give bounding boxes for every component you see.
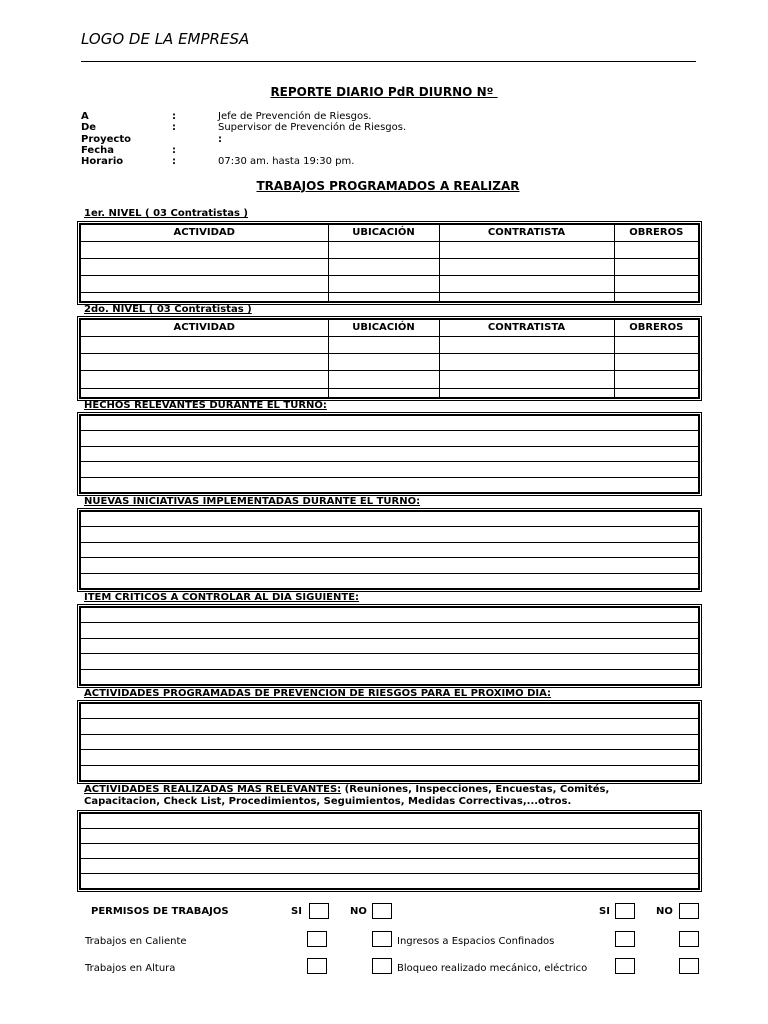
scheduled-prevention-box[interactable]: [79, 702, 700, 782]
write-line[interactable]: [81, 639, 698, 654]
table-cell[interactable]: [328, 388, 439, 397]
permit-lockout-si-checkbox[interactable]: [615, 958, 635, 974]
table-cell[interactable]: [439, 371, 614, 388]
header-colon-de: :: [172, 122, 176, 133]
level1-header-row: [81, 225, 698, 241]
column-header-contratista: CONTRATISTA: [439, 225, 614, 241]
table-cell[interactable]: [328, 353, 439, 370]
table-cell[interactable]: [439, 336, 614, 353]
si-checkbox-header-left[interactable]: [309, 903, 329, 919]
write-line[interactable]: [81, 623, 698, 638]
column-header-actividad: ACTIVIDAD: [81, 320, 328, 336]
permit-hot-work-si-checkbox[interactable]: [307, 931, 327, 947]
critical-items-label: ITEM CRITICOS A CONTROLAR AL DIA SIGUIENTE:: [84, 592, 360, 603]
table-cell[interactable]: [81, 336, 328, 353]
table-row: [81, 371, 698, 388]
table-cell[interactable]: [81, 241, 328, 258]
table-cell[interactable]: [328, 275, 439, 292]
permit-height-work-si-checkbox[interactable]: [307, 958, 327, 974]
column-header-actividad: ACTIVIDAD: [81, 225, 328, 241]
no-header-left: NO: [350, 906, 367, 917]
write-line[interactable]: [81, 478, 698, 492]
table-cell[interactable]: [81, 388, 328, 397]
write-line[interactable]: [81, 814, 698, 829]
write-line[interactable]: [81, 829, 698, 844]
table-cell[interactable]: [328, 292, 439, 301]
write-line[interactable]: [81, 462, 698, 477]
relevant-events-box[interactable]: [79, 414, 700, 494]
table-cell[interactable]: [328, 371, 439, 388]
write-line[interactable]: [81, 704, 698, 719]
new-initiatives-box[interactable]: [79, 510, 700, 590]
performed-activities-title: ACTIVIDADES REALIZADAS MAS RELEVANTES:: [84, 784, 342, 795]
table-row: [81, 258, 698, 275]
table-cell[interactable]: [439, 241, 614, 258]
header-label-a: A: [81, 111, 89, 122]
header-colon-fecha: :: [172, 145, 176, 156]
table-cell[interactable]: [614, 388, 698, 397]
relevant-events-label: HECHOS RELEVANTES DURANTE EL TURNO:: [84, 400, 327, 411]
table-cell[interactable]: [81, 292, 328, 301]
report-title: [0, 85, 768, 99]
column-header-obreros: OBREROS: [614, 225, 698, 241]
permit-confined-space-no-checkbox[interactable]: [679, 931, 699, 947]
column-header-ubicacion: UBICACIÓN: [328, 225, 439, 241]
permit-hot-work-no-checkbox[interactable]: [372, 931, 392, 947]
permit-height-work-label: Trabajos en Altura: [85, 963, 176, 974]
table-row: [81, 336, 698, 353]
level2-header-row: [81, 320, 698, 336]
table-row: [81, 292, 698, 301]
no-header-right: NO: [656, 906, 673, 917]
table-cell[interactable]: [614, 258, 698, 275]
write-line[interactable]: [81, 543, 698, 558]
write-line[interactable]: [81, 654, 698, 669]
table-cell[interactable]: [81, 353, 328, 370]
level1-table: [79, 223, 700, 303]
table-cell[interactable]: [439, 353, 614, 370]
write-line[interactable]: [81, 558, 698, 573]
header-value-de[interactable]: Supervisor de Prevención de Riesgos.: [218, 122, 407, 133]
table-cell[interactable]: [439, 258, 614, 275]
table-cell[interactable]: [439, 292, 614, 301]
header-label-fecha: Fecha: [81, 145, 115, 156]
table-row: [81, 275, 698, 292]
header-label-de: De: [81, 122, 97, 133]
header-label-proyecto: Proyecto: [81, 134, 132, 145]
write-line[interactable]: [81, 750, 698, 765]
level1-label: 1er. NIVEL ( 03 Contratistas ): [84, 208, 248, 219]
report-number-blank[interactable]: [493, 85, 497, 99]
table-cell[interactable]: [328, 241, 439, 258]
header-divider: [81, 61, 696, 62]
header-value-proyecto[interactable]: :: [218, 134, 222, 145]
performed-activities-detail-1: (Reuniones, Inspecciones, Encuestas, Comités,: [341, 784, 610, 795]
write-line[interactable]: [81, 447, 698, 462]
write-line[interactable]: [81, 527, 698, 542]
header-value-horario[interactable]: 07:30 am. hasta 19:30 pm.: [218, 156, 355, 167]
permit-confined-space-label: Ingresos a Espacios Confinados: [397, 936, 555, 947]
si-checkbox-header-right[interactable]: [615, 903, 635, 919]
write-line[interactable]: [81, 608, 698, 623]
new-initiatives-label: NUEVAS INICIATIVAS IMPLEMENTADAS DURANTE EL TURNO:: [84, 496, 421, 507]
table-cell[interactable]: [328, 258, 439, 275]
table-cell[interactable]: [439, 388, 614, 397]
performed-activities-detail-2: Capacitacion, Check List, Procedimientos, Seguimientos, Medidas Correctivas,...otros.: [84, 796, 572, 807]
header-label-horario: Horario: [81, 156, 124, 167]
permit-hot-work-label: Trabajos en Caliente: [85, 936, 187, 947]
write-line[interactable]: [81, 844, 698, 859]
write-line[interactable]: [81, 670, 698, 684]
no-checkbox-header-left[interactable]: [372, 903, 392, 919]
performed-activities-line1: [84, 784, 609, 796]
write-line[interactable]: [81, 719, 698, 734]
permit-confined-space-si-checkbox[interactable]: [615, 931, 635, 947]
column-header-obreros: OBREROS: [614, 320, 698, 336]
table-cell[interactable]: [328, 336, 439, 353]
table-cell[interactable]: [81, 371, 328, 388]
work-permits-title: PERMISOS DE TRABAJOS: [91, 906, 229, 917]
write-line[interactable]: [81, 416, 698, 431]
table-cell[interactable]: [614, 292, 698, 301]
critical-items-box[interactable]: [79, 606, 700, 686]
table-cell[interactable]: [81, 275, 328, 292]
header-value-a[interactable]: Jefe de Prevención de Riesgos.: [218, 111, 372, 122]
scheduled-prevention-label: ACTIVIDADES PROGRAMADAS DE PREVENCION DE RIESGOS PARA EL PROXIMO DIA:: [84, 688, 552, 699]
si-header-right: SI: [599, 906, 610, 917]
report-title-text: REPORTE DIARIO PdR DIURNO Nº: [270, 85, 494, 99]
company-logo-placeholder: LOGO DE LA EMPRESA: [81, 30, 250, 48]
table-cell[interactable]: [439, 275, 614, 292]
write-line[interactable]: [81, 431, 698, 446]
table-row: [81, 353, 698, 370]
write-line[interactable]: [81, 874, 698, 888]
table-cell[interactable]: [81, 258, 328, 275]
column-header-contratista: CONTRATISTA: [439, 320, 614, 336]
permit-lockout-no-checkbox[interactable]: [679, 958, 699, 974]
write-line[interactable]: [81, 859, 698, 874]
column-header-ubicacion: UBICACIÓN: [328, 320, 439, 336]
permit-lockout-label: Bloqueo realizado mecánico, eléctrico: [397, 963, 588, 974]
table-row: [81, 388, 698, 397]
table-cell[interactable]: [614, 336, 698, 353]
si-header-left: SI: [291, 906, 302, 917]
write-line[interactable]: [81, 735, 698, 750]
write-line[interactable]: [81, 574, 698, 588]
performed-activities-label: [84, 784, 609, 808]
scheduled-works-title: TRABAJOS PROGRAMADOS A REALIZAR: [256, 179, 520, 193]
permit-height-work-no-checkbox[interactable]: [372, 958, 392, 974]
no-checkbox-header-right[interactable]: [679, 903, 699, 919]
level2-table: [79, 318, 700, 399]
table-cell[interactable]: [614, 353, 698, 370]
table-cell[interactable]: [614, 241, 698, 258]
write-line[interactable]: [81, 512, 698, 527]
level2-label: 2do. NIVEL ( 03 Contratistas ): [84, 304, 252, 315]
header-colon-horario: :: [172, 156, 176, 167]
performed-activities-box[interactable]: [79, 812, 700, 890]
table-cell[interactable]: [614, 275, 698, 292]
header-colon-a: :: [172, 111, 176, 122]
table-row: [81, 241, 698, 258]
write-line[interactable]: [81, 766, 698, 780]
table-cell[interactable]: [614, 371, 698, 388]
